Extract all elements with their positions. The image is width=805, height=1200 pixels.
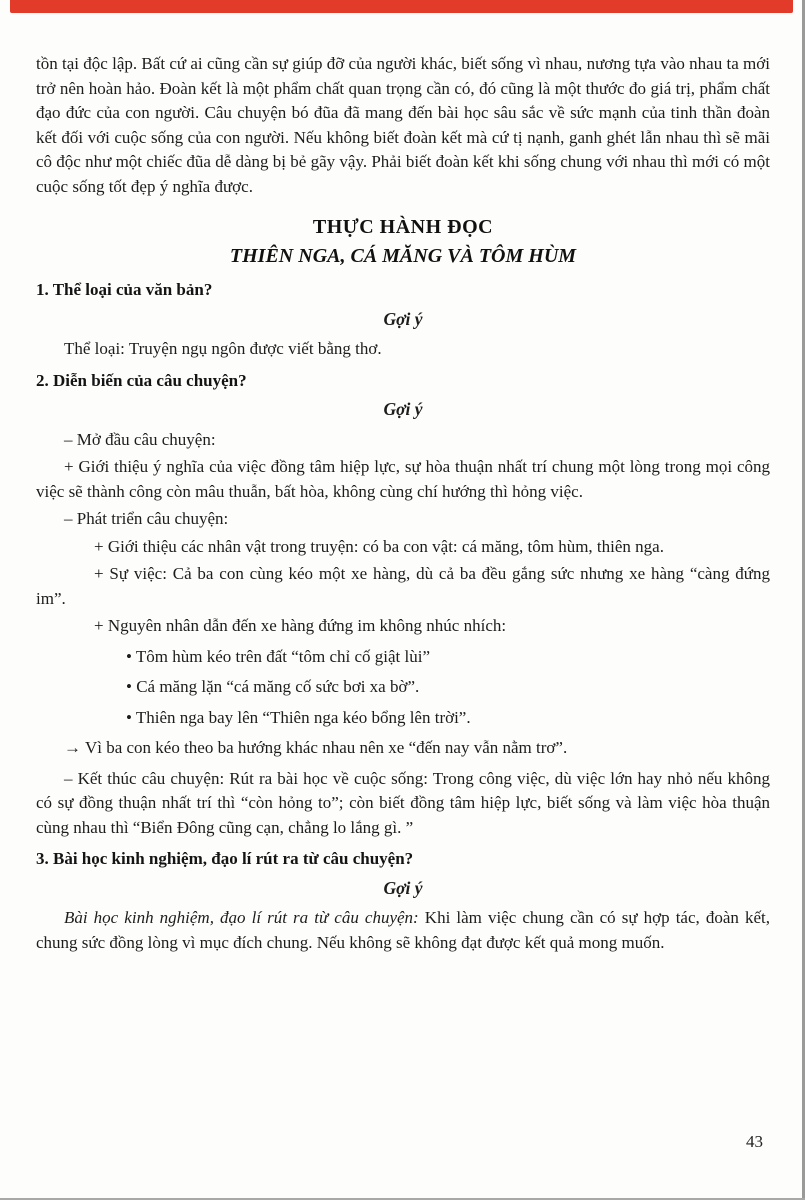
q2-plus-paragraph: + Sự việc: Cả ba con cùng kéo một xe hàng, dù cả ba đều gắng sức nhưng xe hàng “càng đứng im”. (36, 564, 770, 608)
answer-3 (36, 906, 770, 955)
page-top-red-bar (10, 0, 793, 13)
q2-arrow-conclusion: → Vì ba con kéo theo ba hướng khác nhau nên xe “đến nay vẫn nằm trơ”. (64, 738, 568, 757)
page-number: 43 (746, 1131, 763, 1151)
intro-paragraph: tồn tại độc lập. Bất cứ ai cũng cần sự giúp đỡ của người khác, biết sống vì nhau, nương tựa vào nhau ta mới trở nên hoàn hảo. Đoàn kết là một phẩm chất quan trọng cần có, đó cũng là một thước đo giá trị, phẩm chất đạo đức của con người. Câu chuyện bó đũa đã mang đến bài học sâu sắc về sức mạnh của tinh thần đoàn kết đối với cuộc sống của con người. Nếu không biết đoàn kết mà cứ tị nạnh, ganh ghét lẫn nhau thì sẽ mãi cô độc như một chiếc đũa dễ dàng bị bẻ gãy vậy. Phải biết đoàn kết khi sống chung với nhau thì mới có một cuộc sống tốt đẹp ý nghĩa được. (36, 54, 770, 196)
q2-plus-paragraph: + Giới thiệu ý nghĩa của việc đồng tâm hiệp lực, sự hòa thuận nhất trí chung một lòng trong mọi công việc sẽ thành công còn mâu thuẫn, bất hòa, không cùng chí hướng thì hỏng việc. (36, 457, 770, 501)
q2-dash-line: – Phát triển câu chuyện: (64, 509, 229, 528)
question-3-heading: 3. Bài học kinh nghiệm, đạo lí rút ra từ câu chuyện? (36, 849, 414, 868)
q2-ending-paragraph: – Kết thúc câu chuyện: Rút ra bài học về cuộc sống: Trong công việc, dù việc lớn hay nhỏ nếu không có sự đồng thuận nhất trí thì “còn hỏng to”; còn biết đồng tâm hiệp lực, biết sống và làm việc hòa thuận cùng nhau thì “Biển Đông cũng cạn, chẳng lo lắng gì. ” (36, 768, 770, 837)
q2-bullet-item: • Tôm hùm kéo trên đất “tôm chỉ cố giật lùi” (126, 646, 431, 666)
answer-3-lead: Bài học kinh nghiệm, đạo lí rút ra từ câu chuyện: (64, 908, 419, 927)
hint-label-3: Gợi ý (383, 877, 423, 898)
hint-label-1: Gợi ý (383, 308, 423, 329)
question-2-heading: 2. Diễn biến của câu chuyện? (36, 370, 247, 390)
q2-dash-line: – Mở đầu câu chuyện: (64, 429, 216, 449)
q2-bullet-item: • Cá măng lặn “cá măng cố sức bơi xa bờ”. (126, 677, 420, 696)
q2-plus-line: + Nguyên nhân dẫn đến xe hàng đứng im không nhúc nhích: (94, 616, 507, 635)
q2-plus-paragraph: + Giới thiệu các nhân vật trong truyện: có ba con vật: cá măng, tôm hùm, thiên nga. (94, 536, 664, 556)
hint-label-2: Gợi ý (383, 399, 423, 419)
answer-3-rest: Khi làm việc chung cần có sự hợp tác, đoàn kết, chung sức đồng lòng vì mục đích chung. Nếu không sẽ không đạt được kết quả mong muốn. (36, 908, 770, 952)
q2-bullet-item: • Thiên nga bay lên “Thiên nga kéo bổng lên trời”. (126, 707, 471, 727)
answer-1: Thể loại: Truyện ngụ ngôn được viết bằng thơ. (64, 339, 382, 358)
section-kicker: THỰC HÀNH ĐỌC (312, 216, 494, 238)
question-1-heading: 1. Thể loại của văn bản? (36, 280, 213, 299)
reading-title: THIÊN NGA, CÁ MĂNG VÀ TÔM HÙM (229, 244, 577, 267)
